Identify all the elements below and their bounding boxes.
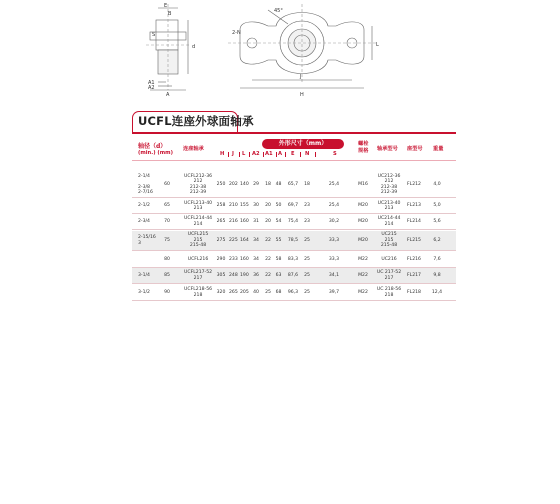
cell-a2: 31 bbox=[253, 218, 259, 224]
cell-s: 33,3 bbox=[328, 256, 340, 262]
cell-s: 34,1 bbox=[328, 272, 340, 278]
cell-weight: 9,8 bbox=[433, 272, 441, 278]
cell-s: 25,4 bbox=[328, 181, 340, 187]
cell-e: 83,3 bbox=[287, 256, 299, 262]
drawing-label-A: A bbox=[166, 92, 170, 98]
cell-e: 96,3 bbox=[287, 289, 299, 295]
cell-a2: 34 bbox=[253, 237, 259, 243]
header-H: H bbox=[220, 151, 225, 157]
cell-a: 55 bbox=[275, 237, 282, 243]
drawing-label-H: H bbox=[300, 92, 304, 98]
drawing-label-S: S bbox=[152, 32, 156, 38]
sep bbox=[300, 152, 301, 157]
cell-bearing: UC213-40 213 bbox=[377, 200, 401, 211]
cell-part: UCFL213-40 213 bbox=[184, 200, 213, 211]
cell-s: 39,7 bbox=[328, 289, 340, 295]
cell-a2: 30 bbox=[253, 203, 259, 209]
cell-j: 225 bbox=[229, 237, 238, 243]
cell-e: 78,5 bbox=[287, 237, 299, 243]
cell-mm: 75 bbox=[164, 237, 170, 243]
cell-part: UCFL212-36 212 212-38 212-39 bbox=[184, 173, 213, 195]
cell-a: 58 bbox=[275, 256, 282, 262]
cell-e: 87,6 bbox=[287, 272, 299, 278]
header-N: N bbox=[305, 151, 310, 157]
cell-l: 164 bbox=[240, 237, 249, 243]
table-row bbox=[132, 172, 456, 197]
cell-weight: 4,0 bbox=[433, 181, 441, 187]
sep bbox=[285, 152, 286, 157]
cell-j: 248 bbox=[229, 272, 238, 278]
drawing-label-d: d bbox=[192, 44, 196, 50]
cell-s: 25,4 bbox=[328, 203, 340, 209]
header-seat-model: 座型号 bbox=[407, 146, 423, 152]
technical-drawing bbox=[128, 0, 390, 104]
cell-seat: FL216 bbox=[407, 256, 421, 262]
table-row bbox=[132, 268, 456, 283]
row-divider bbox=[132, 229, 456, 230]
cell-seat: FL212 bbox=[407, 181, 421, 187]
cell-j: 216 bbox=[229, 218, 238, 224]
cell-a1: 25 bbox=[265, 289, 271, 295]
cell-part: UCFL216 bbox=[187, 256, 209, 262]
header-shaft: 轴径（d） bbox=[138, 143, 167, 150]
title-underline bbox=[132, 132, 456, 134]
cell-bolt: M20 bbox=[358, 203, 368, 209]
cell-bearing: UC 218-56 218 bbox=[376, 287, 402, 298]
cell-a1: 18 bbox=[265, 181, 271, 187]
cell-a1: 22 bbox=[265, 256, 271, 262]
cell-bearing: UC216 bbox=[381, 256, 397, 262]
cell-n: 25 bbox=[304, 256, 310, 262]
cell-l: 190 bbox=[240, 272, 249, 278]
cell-s: 30,2 bbox=[328, 218, 340, 224]
cell-n: 23 bbox=[304, 203, 310, 209]
row-divider bbox=[132, 250, 456, 251]
cell-a: 63 bbox=[275, 272, 282, 278]
cell-mm: 90 bbox=[164, 289, 170, 295]
cell-mm: 85 bbox=[164, 272, 170, 278]
cell-weight: 6,2 bbox=[433, 237, 441, 243]
header-E: E bbox=[291, 151, 295, 157]
cell-a1: 22 bbox=[265, 237, 271, 243]
cell-weight: 12,4 bbox=[431, 289, 443, 295]
cell-s: 33,3 bbox=[328, 237, 340, 243]
cell-bolt: M20 bbox=[358, 237, 368, 243]
header-J: J bbox=[232, 151, 234, 157]
cell-n: 25 bbox=[304, 237, 310, 243]
cell-h: 305 bbox=[216, 272, 226, 278]
cell-h: 275 bbox=[216, 237, 226, 243]
cell-part: UCFL217-52 217 bbox=[184, 270, 213, 281]
cell-e: 65,7 bbox=[287, 181, 299, 187]
table-row bbox=[132, 214, 456, 229]
cell-inch: 2-1/4 2-3/8 2-7/16 bbox=[138, 173, 153, 195]
drawing-label-E: E bbox=[164, 3, 168, 9]
header-A2: A2 bbox=[252, 151, 260, 157]
cell-a1: 20 bbox=[265, 218, 271, 224]
cell-e: 75,4 bbox=[287, 218, 299, 224]
cell-bearing: UC212-36 212 212-38 212-39 bbox=[377, 173, 401, 195]
header-weight: 重量 bbox=[433, 146, 444, 152]
header-bearing-model: 轴承型号 bbox=[377, 146, 398, 152]
cell-part: UCFL215 215 215-48 bbox=[187, 232, 209, 249]
cell-h: 258 bbox=[216, 203, 226, 209]
cell-a1: 22 bbox=[265, 272, 271, 278]
sep bbox=[228, 152, 229, 157]
header-dimensions: 外形尺寸（mm） bbox=[262, 139, 344, 149]
cell-inch: 3-1/2 bbox=[138, 289, 150, 295]
cell-inch: 3-1/4 bbox=[138, 272, 150, 278]
drawing-label-45: 45° bbox=[274, 8, 283, 14]
cell-a: 54 bbox=[275, 218, 282, 224]
cell-seat: FL218 bbox=[407, 289, 421, 295]
row-divider bbox=[132, 300, 456, 301]
cell-weight: 5,6 bbox=[433, 218, 441, 224]
cell-bearing: UC 217-52 217 bbox=[376, 270, 402, 281]
cell-bearing: UC214-44 214 bbox=[377, 216, 401, 227]
cell-l: 155 bbox=[240, 203, 249, 209]
sep bbox=[315, 152, 316, 157]
cell-seat: FL215 bbox=[407, 237, 421, 243]
header-bolt: 螺栓规格 bbox=[358, 141, 369, 154]
cell-mm: 60 bbox=[164, 181, 170, 187]
page-title: UCFL连座外球面轴承 bbox=[138, 114, 254, 128]
cell-part: UCFL218-56 218 bbox=[184, 287, 213, 298]
cell-mm: 80 bbox=[164, 256, 170, 262]
table-row bbox=[132, 231, 456, 250]
cell-e: 69,7 bbox=[287, 203, 299, 209]
cell-weight: 7,6 bbox=[433, 256, 441, 262]
drawing-label-A2: A2 bbox=[148, 85, 155, 91]
cell-part: UCFL214-44 214 bbox=[184, 216, 213, 227]
header-A1: A1 bbox=[265, 151, 273, 157]
cell-a2: 29 bbox=[253, 181, 259, 187]
cell-bearing: UC215 215 215-48 bbox=[380, 232, 398, 249]
cell-mm: 70 bbox=[164, 218, 170, 224]
row-divider bbox=[132, 283, 456, 284]
cell-seat: FL214 bbox=[407, 218, 421, 224]
cell-inch: 2-1/2 bbox=[138, 203, 150, 209]
sep bbox=[263, 152, 264, 157]
front-view-drawing bbox=[228, 4, 376, 88]
cell-j: 210 bbox=[229, 203, 238, 209]
cell-a: 50 bbox=[275, 203, 282, 209]
cell-a: 48 bbox=[275, 181, 282, 187]
cell-n: 25 bbox=[304, 289, 310, 295]
drawing-label-J: J bbox=[300, 74, 302, 80]
cell-h: 320 bbox=[216, 289, 226, 295]
cell-l: 205 bbox=[240, 289, 249, 295]
header-L: L bbox=[242, 151, 246, 157]
cell-l: 160 bbox=[240, 256, 249, 262]
sep bbox=[249, 152, 250, 157]
cell-a2: 34 bbox=[253, 256, 259, 262]
cell-h: 250 bbox=[216, 181, 226, 187]
table-row bbox=[132, 285, 456, 300]
header-bearing-seat: 连座轴承 bbox=[183, 146, 204, 152]
cell-j: 265 bbox=[229, 289, 238, 295]
header-shaft-units: (min.) (mm) bbox=[138, 150, 173, 156]
cell-a2: 40 bbox=[253, 289, 259, 295]
cell-a2: 36 bbox=[253, 272, 259, 278]
drawing-label-L: L bbox=[376, 42, 379, 48]
row-divider bbox=[132, 197, 456, 198]
cell-mm: 65 bbox=[164, 203, 170, 209]
table-row bbox=[132, 199, 456, 213]
sep bbox=[239, 152, 240, 157]
header-S: S bbox=[333, 151, 337, 157]
drawing-label-A1: A1 bbox=[148, 80, 155, 86]
cell-n: 23 bbox=[304, 218, 310, 224]
cell-h: 265 bbox=[216, 218, 226, 224]
cell-l: 160 bbox=[240, 218, 249, 224]
sep bbox=[276, 152, 277, 157]
table-row bbox=[132, 252, 456, 267]
cell-seat: FL217 bbox=[407, 272, 421, 278]
cell-weight: 5,0 bbox=[433, 203, 441, 209]
cell-l: 140 bbox=[240, 181, 249, 187]
cell-j: 202 bbox=[229, 181, 238, 187]
cell-n: 25 bbox=[304, 272, 310, 278]
cell-a: 68 bbox=[275, 289, 282, 295]
drawing-label-B: B bbox=[168, 11, 172, 17]
cell-bolt: M22 bbox=[358, 289, 368, 295]
cell-a1: 20 bbox=[265, 203, 271, 209]
cell-n: 18 bbox=[304, 181, 310, 187]
cell-bolt: M22 bbox=[358, 272, 368, 278]
cell-bolt: M20 bbox=[358, 218, 368, 224]
cell-j: 233 bbox=[229, 256, 238, 262]
cell-seat: FL213 bbox=[407, 203, 421, 209]
header-A: A bbox=[278, 151, 283, 157]
cell-bolt: M22 bbox=[358, 256, 368, 262]
cell-bolt: M16 bbox=[358, 181, 368, 187]
cell-inch: 2-15/16 3 bbox=[138, 235, 156, 246]
cell-inch: 2-3/4 bbox=[138, 218, 150, 224]
drawing-label-2N: 2-N bbox=[232, 30, 241, 36]
cell-h: 290 bbox=[216, 256, 226, 262]
header-rule bbox=[132, 160, 456, 161]
